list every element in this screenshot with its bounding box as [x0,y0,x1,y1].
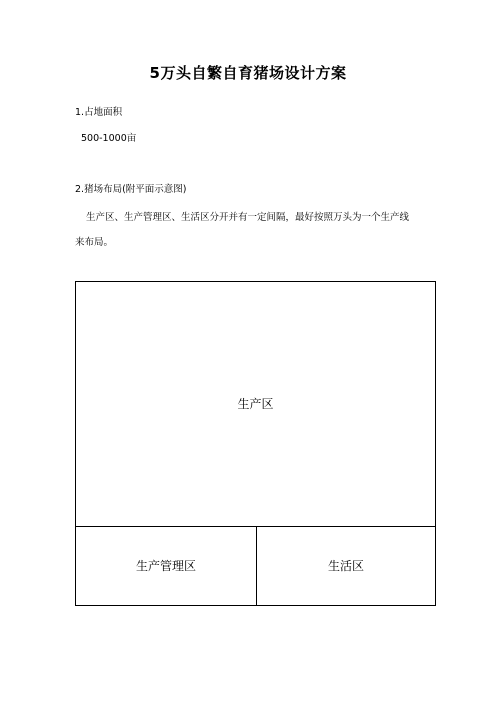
layout-description-line-2: 来布局。 [75,237,114,248]
living-zone [257,527,435,605]
production-zone-label: 生产区 [237,397,274,411]
farm-layout-diagram [75,281,436,606]
management-zone [76,527,257,605]
section-heading-land-area: 1.占地面积 [75,107,123,118]
living-zone-label: 生活区 [327,559,364,573]
document-title: 5万头自繁自育猪场设计方案 [149,64,347,82]
layout-description-line-1: 生产区、生产管理区、生活区分开并有一定间隔，最好按照万头为一个生产线 [86,212,410,223]
land-area-value: 500-1000亩 [81,133,137,144]
production-zone [76,282,435,527]
management-zone-label: 生产管理区 [135,559,196,573]
section-heading-farm-layout: 2.猪场布局(附平面示意图) [75,184,187,195]
